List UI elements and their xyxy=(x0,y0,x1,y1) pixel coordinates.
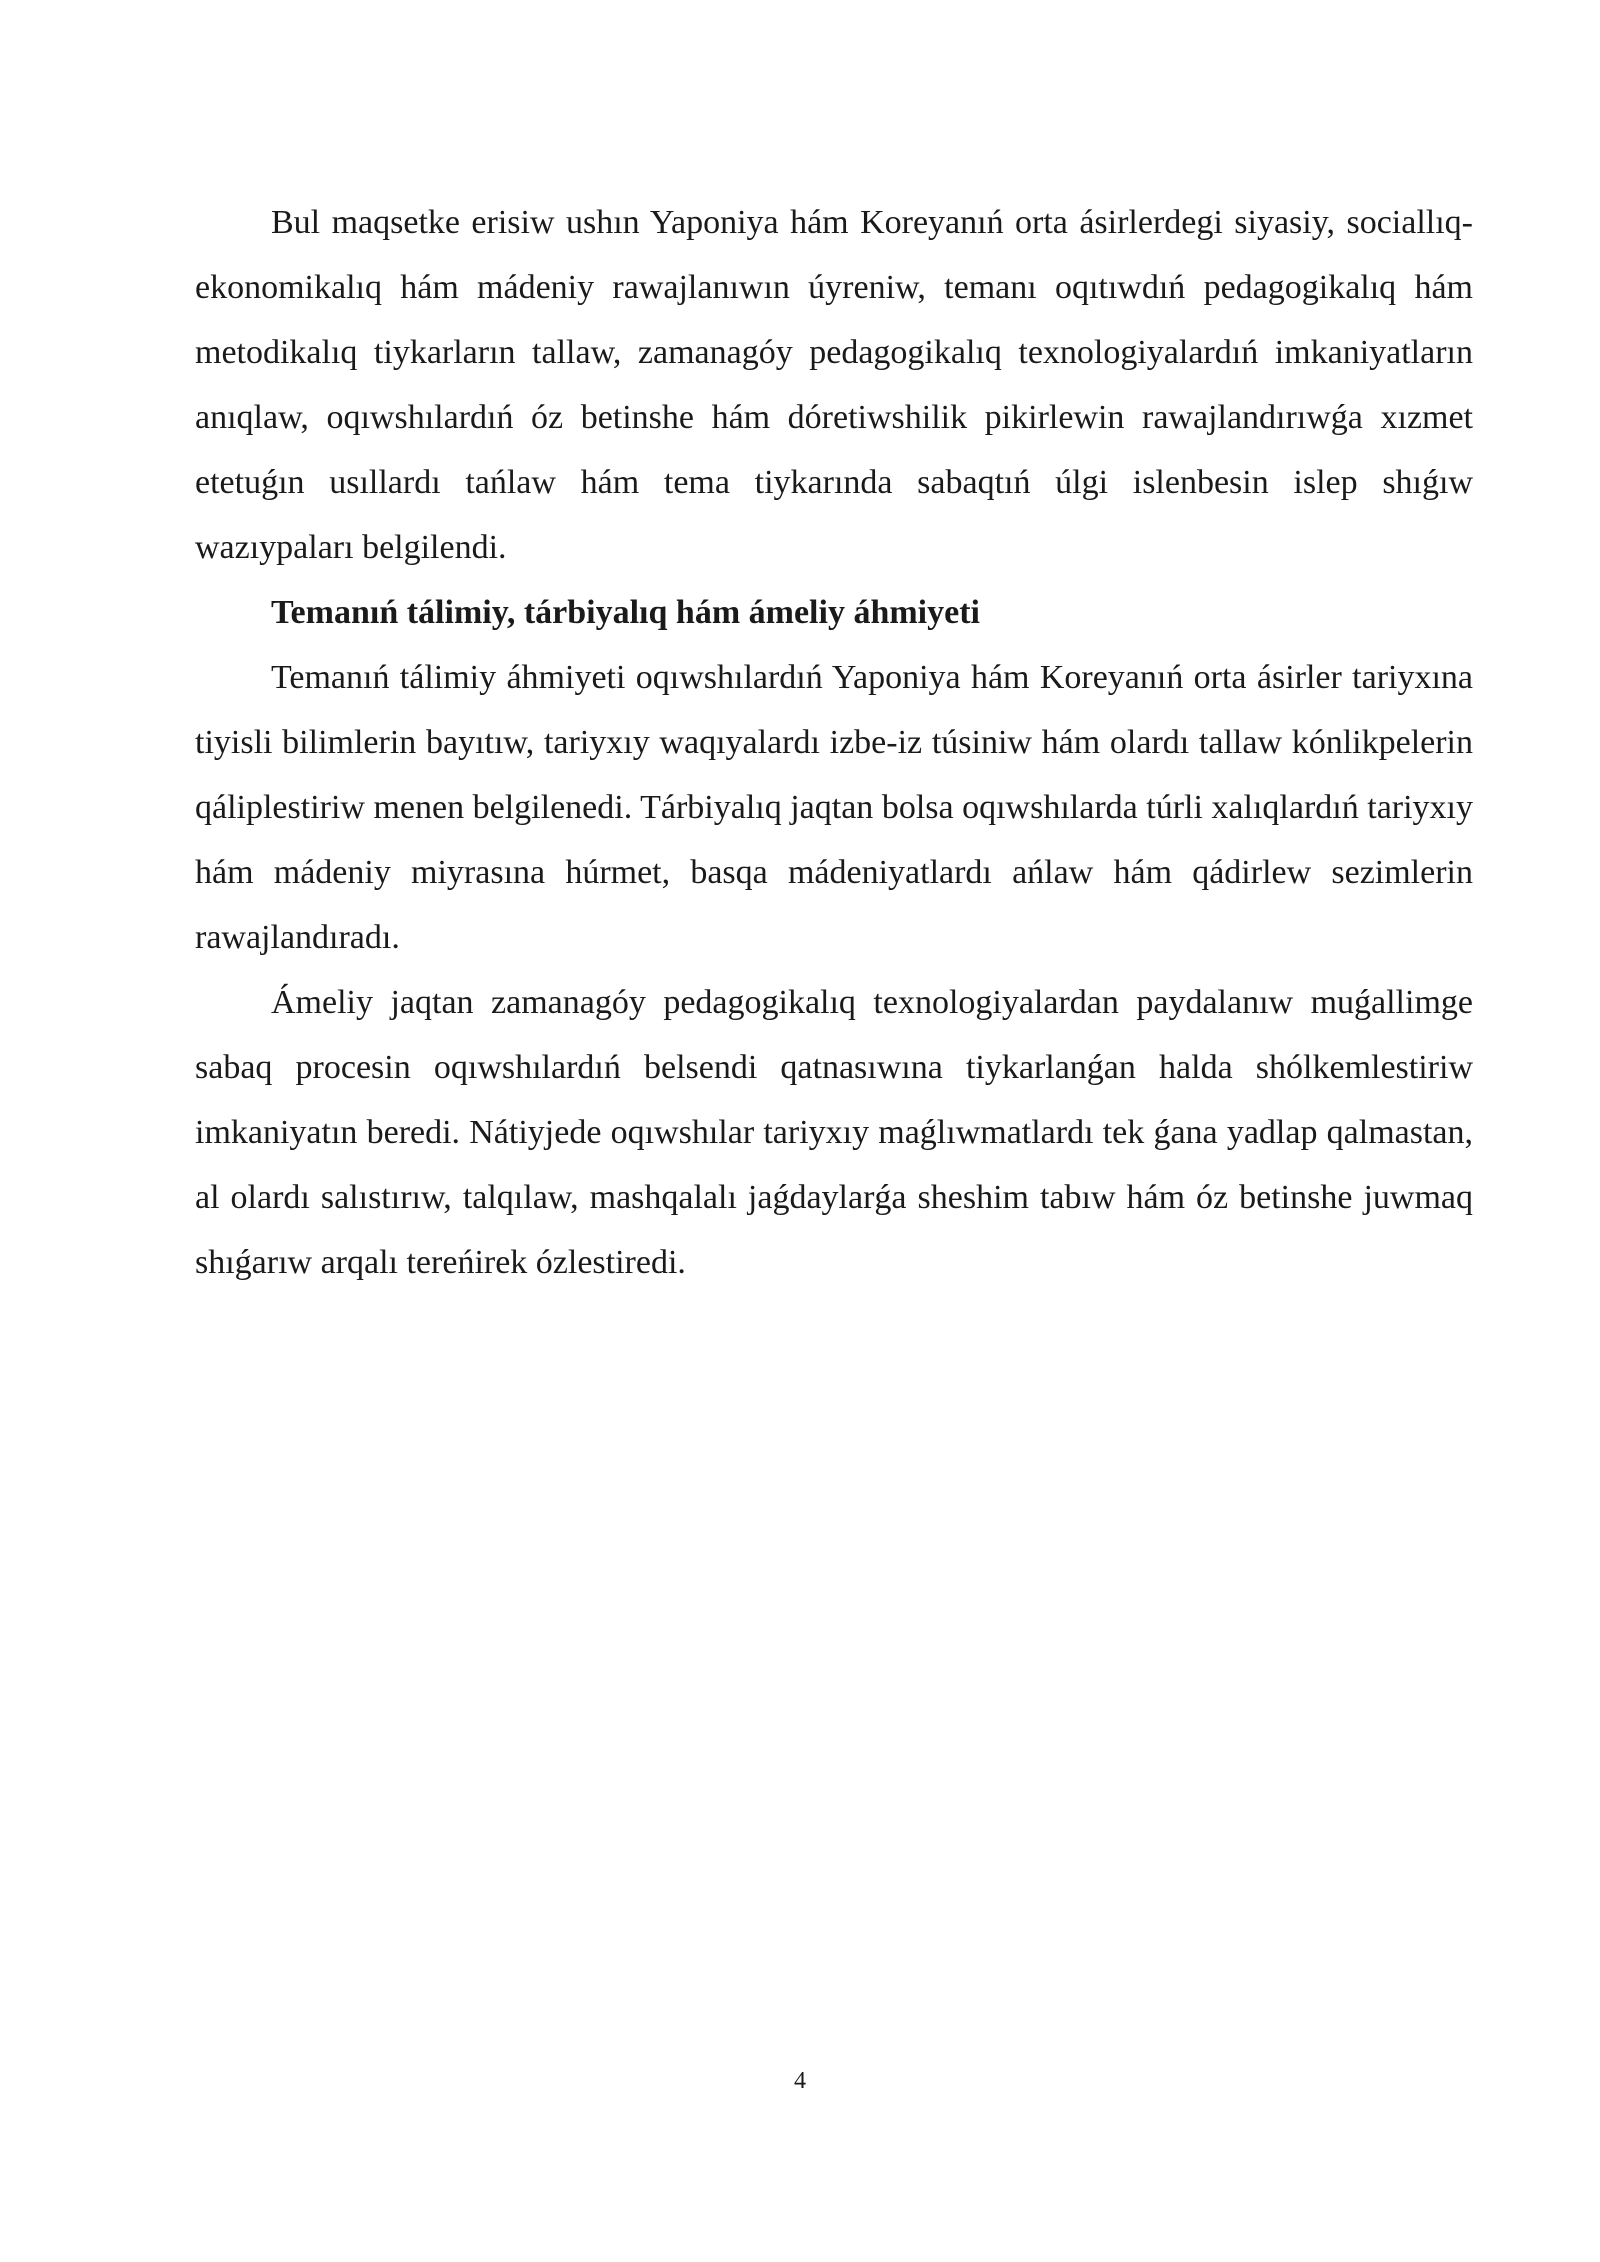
section-heading: Temanıń tálimiy, tárbiyalıq hám ámeliy áhmiyeti xyxy=(271,594,980,631)
page-number: 4 xyxy=(794,2068,806,2094)
paragraph-educational-importance: Temanıń tálimiy áhmiyeti oqıwshılardıń Yaponiya hám Koreyanıń orta ásirler tariyxına tiyisli bilimlerin bayıtıw, tariyxıy waqıyalardı izbe-iz túsiniw hám olardı tallaw kónlikpelerin qáliplestiriw menen belgilenedi. Tárbiyalıq jaqtan bolsa oqıwshılarda túrli xalıqlardıń tariyxıy hám mádeniy miyrasına húrmet, basqa mádeniyatlardı ańlaw hám qádirlew sezimlerin rawajlandıradı. xyxy=(195,659,1473,956)
paragraph-goals: Bul maqsetke erisiw ushın Yaponiya hám Koreyanıń orta ásirlerdegi siyasiy, sociallıq-ekonomikalıq hám mádeniy rawajlanıwın úyreniw, temanı oqıtıwdıń pedagogikalıq hám metodikalıq tiykarların tallaw, zamanagóy pedagogikalıq texnologiyalardıń imkaniyatların anıqlaw, oqıwshılardıń óz betinshe hám dóretiwshilik pikirlewin rawajlandırıwǵa xızmet etetuǵın usıllardı tańlaw hám tema tiykarında sabaqtıń úlgi islenbesin islep shıǵıw wazıypaları belgilendi. xyxy=(195,204,1473,566)
paragraph-practical-importance: Ámeliy jaqtan zamanagóy pedagogikalıq texnologiyalardan paydalanıw muǵallimge sabaq procesin oqıwshılardıń belsendi qatnasıwına tiykarlanǵan halda shólkemlestiriw imkaniyatın beredi. Nátiyjede oqıwshılar tariyxıy maǵlıwmatlardı tek ǵana yadlap qalmastan, al olardı salıstırıw, talqılaw, mashqalalı jaǵdaylarǵa sheshim tabıw hám óz betinshe juwmaq shıǵarıw arqalı tereńirek ózlestiredi. xyxy=(195,984,1473,1281)
page-body xyxy=(195,190,1473,1295)
